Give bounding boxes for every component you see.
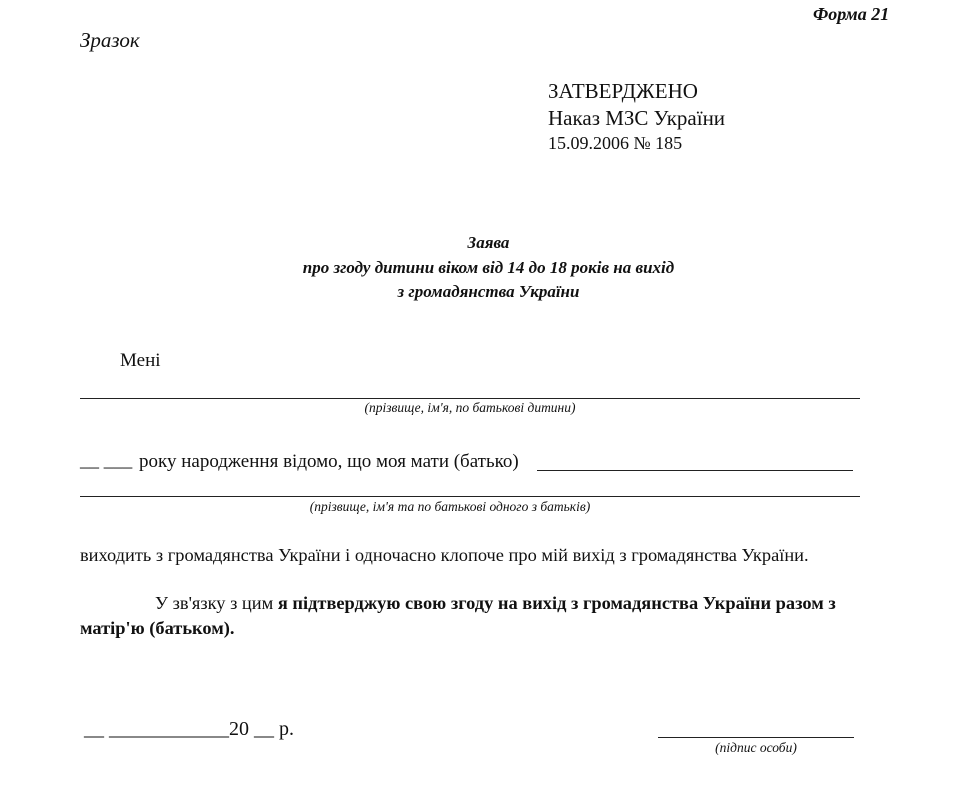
date-blank: __ ____________20 __ р.	[84, 718, 294, 740]
heading-subtitle-line1: про згоду дитини віком від 14 до 18 років на вихід	[302, 258, 675, 277]
form-number: Форма 21	[813, 4, 890, 24]
approval-order: Наказ МЗС України	[548, 106, 726, 130]
parent-name-line-1	[537, 470, 853, 471]
confirm-bold-line2: матір'ю (батьком).	[80, 618, 235, 638]
signature-caption: (підпис особи)	[715, 740, 797, 755]
confirm-prefix: У зв'язку з цим	[155, 593, 278, 613]
parent-name-caption: (прізвище, ім'я та по батькові одного з батьків)	[309, 499, 591, 514]
exits-text: виходить з громадянства України і одночасно клопоче про мій вихід з громадянства України.	[80, 545, 809, 565]
heading-subtitle-line2: з громадянства України	[397, 282, 580, 301]
heading-title: Заява	[467, 233, 510, 252]
confirm-paragraph	[155, 593, 836, 614]
to-me-label: Мені	[120, 350, 161, 371]
signature-line	[658, 737, 854, 738]
child-name-line	[80, 398, 860, 399]
birth-year-blank: __ ___	[80, 450, 133, 471]
parent-name-line-2	[80, 496, 860, 497]
approval-title: ЗАТВЕРДЖЕНО	[548, 79, 698, 103]
child-name-caption: (прізвище, ім'я, по батькові дитини)	[364, 400, 576, 415]
approval-date-number: 15.09.2006 № 185	[548, 133, 683, 153]
birth-year-text: року народження відомо, що моя мати (батько)	[139, 451, 519, 472]
confirm-bold-line1: я підтверджую свою згоду на вихід з громадянства України разом з	[277, 593, 836, 613]
sample-label: Зразок	[80, 28, 140, 52]
